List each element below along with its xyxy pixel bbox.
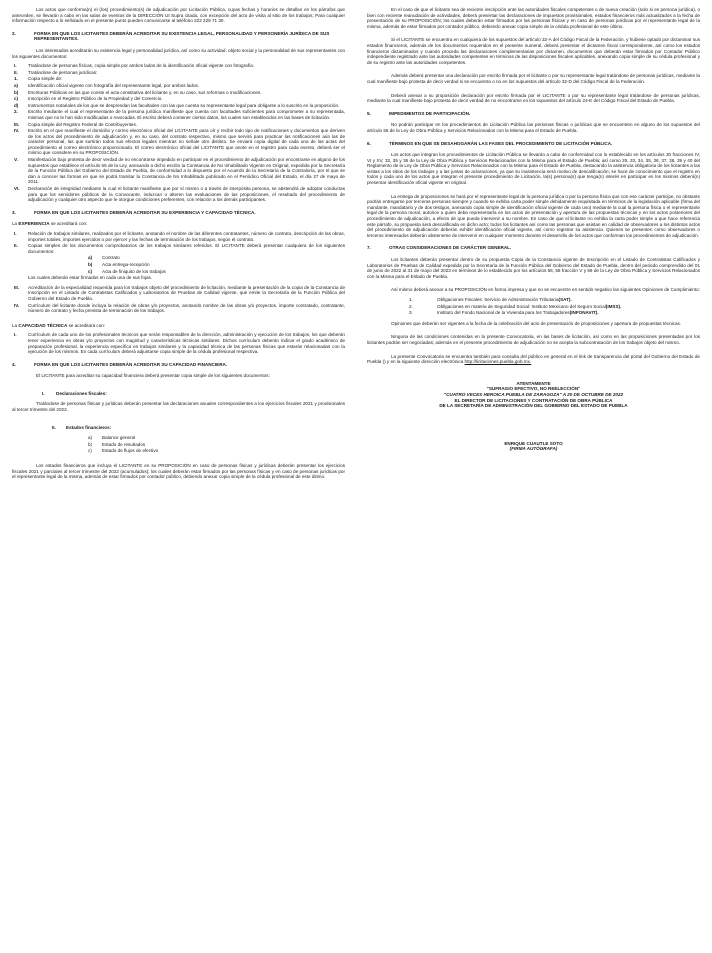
list-item — [12, 70, 345, 76]
text-run: se acreditará con: — [67, 322, 106, 328]
item-marker: I. — [14, 63, 17, 69]
item-text: Escrito mediante el cual el representante de la persona jurídica manifieste que cuenta con facultades suficientes para comprometer a su representada, mismas que no le han sido modificadas o revocadas. El escrito deberá contener ciertos datos, los cuales son establecidos en las bases de licitación. — [28, 109, 345, 120]
list-item — [86, 269, 345, 275]
financial-statements-text: Los estados financieros que incluya el LICITANTE en su PROPOSICIÓN en caso de personas físicas y jurídicas deberán presentar los ejercicios fiscales 2021 y parciales al tercer trimestre del 2022 (acumulados); los cuales deberán estar firmados por las personas físicas y en caso de personas jurídicas por el representante legal de la misma, además de estar firmados por contador público, debiendo anexar copia simple de la cédula profesional de este último. — [12, 463, 345, 480]
item-marker: a) — [88, 255, 93, 261]
item-bold-text: (SAT). — [558, 296, 572, 302]
item-text: Balance general — [102, 435, 136, 441]
fiscal-declarations-text: Tratándose de personas físicas y jurídicas deberán presentar las declaraciones anuales correspondientes a los ejercicios fiscales 2021 y provisionales al tercer trimestre del 2022. — [12, 401, 345, 413]
item-marker: b) — [14, 89, 19, 95]
item-text: Escrituras Públicas en las que conste el acta constitutiva del licitante y, en su caso, sus reformas o modificaciones. — [28, 89, 262, 95]
item-marker: b) — [88, 261, 93, 267]
item-marker: V. — [14, 157, 18, 163]
list-item — [12, 332, 345, 354]
item-marker: d) — [14, 102, 19, 108]
section-number: 4. — [12, 361, 16, 367]
item-text: Estado de flujos de efectivo — [102, 448, 159, 454]
section-3-list — [12, 231, 345, 254]
section-2-list — [12, 63, 345, 203]
item-marker: IV. — [14, 128, 20, 134]
signature-line: ATENTAMENTE — [516, 380, 551, 386]
section-6-paragraph: Los actos que integran los procedimientos de Licitación Pública se llevarán a cabo de conformidad con lo establecido en los artículos 30 fracciones IV, VI y XV, 32, 35 y 36 de la Ley de Obra Pública y Servicios Relacionados con la Misma para el Estado de Puebla; así como 25, 33, 34, 35, 36, 37, 38, 39 y 40 del Reglamento de la Ley de Obra Pública y Servicios Relacionados con la Misma para el Estado de Puebla, destacando la asistencia obligatoria de los licitantes a las visitas a los sitios de los trabajos y a las juntas de aclaraciones, ya que su inasistencia será motivo de descalificación; se hace de conocimiento que el registro en todos y cada uno de los actos que integran el presente procedimiento de Licitación, la(s) persona(s) que tenga(n) interés en participar en los mismos deberá(n) presentar identificación oficial vigente en original. — [367, 152, 700, 186]
paragraph: Si el LICITANTE se encuentra en cualquiera de los supuestos del artículo 32-A del Código Fiscal de la Federación, y hubiese optado por dictaminar sus estados financieros, además de los documentos requeridos en el presente numeral, deberá presentar el dictamen fiscal correspondiente, así como los estados financieros dictaminados y cuando proceda las declaraciones complementarias por dictamen, documentos que deberán estar firmados por Contador Público independiente registrado ante las autoridades competentes en términos de las disposiciones fiscales aplicables, anexando copia simple de su cédula profesional y de su registro ante las autoridades competentes. — [367, 37, 700, 65]
item-marker: III. — [14, 121, 20, 127]
item-text: Acreditación de la especialidad requerida para los trabajos objeto del procedimiento de licitación, mediante la presentación de la copia de la Constancia de Inscripción en el Listado de Contratistas Calificados y Laboratorios de Pruebas de Calidad vigente, que emite la Secretaría de la Función Pública del Gobierno del Estado de Puebla. — [28, 284, 345, 301]
item-text: Estado de resultados — [102, 441, 146, 447]
experience-label: EXPERIENCIA — [18, 221, 50, 227]
item-marker: II. — [14, 243, 18, 249]
item-marker: II. — [14, 69, 18, 75]
item-text: Obligaciones en materia de Seguridad Social: Instituto Mexicano del Seguro Social — [437, 303, 606, 309]
paragraph: Además deberá presentar una declaración por escrito firmada por el licitante o por su representante legal tratándose de personas jurídicas, mediante la cual manifieste bajo protesta de decir verdad si se encuentra o no en los supuestos del artículo 32-D del Código Fiscal de la Federación. — [367, 73, 700, 84]
section-number: 5. — [367, 110, 371, 116]
list-item — [12, 103, 345, 109]
item-marker: 1. — [409, 296, 413, 302]
text-run: La — [12, 322, 19, 328]
item-marker: c) — [88, 448, 92, 454]
section-title: FORMA EN QUE LOS LICITANTES DEBERÁN ACREDITAR SU EXISTENCIA LEGAL, PERSONALIDAD Y PERSONERÍA JURÍDICA DE SUS REPRESENTANTES. — [34, 30, 330, 42]
list-item — [12, 63, 345, 69]
right-column — [367, 7, 700, 452]
item-text: Inscripción en el Registro Público de la Propiedad y del Comercio. — [28, 96, 163, 102]
section-2-heading — [12, 31, 345, 42]
section-title: FORMA EN QUE LOS LICITANTES DEBERÁN ACREDITAR SU CAPACIDAD FINANCIERA. — [34, 361, 228, 367]
item-text: Escrito en el que manifieste el domicilio y correo electrónico oficial del LICITANTE para oír y recibir todo tipo de notificaciones y documentos que deriven de los actos del procedimiento de adjudicación y, en su caso, del contrato respectivo, mismo que servirá para practicar las notificaciones aún las de carácter personal, las que surtirán todos sus efectos legales mientras no señale otro distinto. Se enviará copia digital de cada una de las actas del procedimiento al correo electrónico proporcionado. El correo electrónico oficial del LICITANTE que anote en el registro para cada evento, deberá ser el mismo que considere en su PROPOSICIÓN. — [28, 128, 345, 156]
list-item — [407, 304, 700, 310]
financial-statements-list — [12, 435, 345, 454]
item-text: Obligaciones Fiscales: Servicio de Administración Tributaria — [437, 296, 559, 302]
intro-paragraph: Los actos que conforma(n) el (los) procedimiento(s) de adjudicación por Licitación Pública, cuyas fechas y horarios se detallan en los párrafos que anteceden, se llevarán a cabo en las salas de eventos de la DIRECCIÓN Ut Supra citada, con excepción del acto de visita al sitio de los trabajos; Para cualquier información respecto a lo señalado en el presente punto pueden comunicarse al teléfono 222 229 71 30. — [12, 7, 345, 24]
section-4-heading — [12, 362, 345, 368]
item-text: Copia simple de: — [28, 76, 63, 82]
section-5-text: No podrán participar en los procedimientos de Licitación Pública las personas físicas o jurídicas que se encuentren en alguno de los supuestos del artículo 55 de la Ley de Obra Pública y Servicios Relacionados con la Misma para el Estado de Puebla. — [367, 122, 700, 133]
item-marker: 2. — [14, 109, 18, 115]
list-item — [12, 90, 345, 96]
fiscal-declarations-heading — [12, 391, 345, 397]
technical-capacity-label: CAPACIDAD TÉCNICA — [18, 322, 68, 328]
list-item — [407, 310, 700, 316]
section-5-heading — [367, 111, 700, 117]
financial-statements-title: Estados financieros: — [66, 424, 112, 430]
list-item — [407, 297, 700, 303]
list-item — [86, 442, 345, 448]
text-run: se acreditará con: — [49, 221, 88, 227]
item-text: Manifestación bajo protesta de decir verdad de no encontrarse impedido en participar en el procedimiento de adjudicación por encontrarse en alguno de los supuestos que establece el artículo 55 de la Ley, anexando a dicho escrito la Constancia de No Inhabilitado Vigente en Original, expedida por la Secretaría de la Función Pública del Gobierno del Estado de Puebla, de conformidad a lo dispuesto por el Acuerdo de la Secretaría de la Contraloría, por el que se dan a conocer las formas en que se podrá tramitar la Constancia de No Inhabilitado publicado en el Periódico Oficial del Estado, el día 27 de mayo de 2011. — [28, 157, 345, 185]
list-item — [12, 96, 345, 102]
list-item — [12, 76, 345, 82]
item-marker: c) — [88, 268, 93, 274]
item-marker: II. — [52, 424, 56, 430]
list-item — [12, 122, 345, 128]
item-marker: IV. — [14, 302, 20, 308]
list-item — [12, 128, 345, 156]
item-text: Acta de finiquito de los trabajos — [102, 268, 166, 274]
item-marker: VI. — [14, 186, 20, 192]
experience-line — [12, 221, 345, 227]
section-number: 6. — [367, 140, 371, 146]
signature-note: (FIRMA AUTÓGRAFA) — [509, 446, 558, 452]
financial-statements-heading — [12, 425, 345, 431]
list-item — [12, 157, 345, 185]
list-item — [12, 243, 345, 254]
signature-line: "SUFRAGIO EFECTIVO, NO REELECCIÓN" — [486, 386, 581, 392]
list-item — [12, 83, 345, 89]
section-number: 7. — [367, 245, 371, 251]
signature-line: EL DIRECTOR DE LICITACIONES Y CONTRATACIÓN DE OBRA PÚBLICA — [454, 397, 613, 403]
section-7-paragraph: Los licitantes deberán presentar dentro de su propuesta Copia de la Constancia vigente de Inscripción en el Listado de Contratistas Calificados y Laboratorios de Pruebas de Calidad expedida por la Secretaría de la Función Pública del Gobierno del Estado de Puebla, dentro del periodo comprendido del 01 de junio de 2022 al 31 de mayo del 2023 en términos de lo establecido por los artículos 56, 58 fracción V y 59 de la Ley de Obra Pública y Servicios Relacionados con la Misma para el Estado de Puebla. — [367, 257, 700, 279]
item-text: Acta entrega-recepción — [102, 261, 150, 267]
list-item — [86, 255, 345, 261]
list-item — [86, 435, 345, 441]
item-marker: a) — [88, 435, 93, 441]
left-column — [12, 7, 345, 484]
item-text: Instituto del Fondo Nacional de la Vivienda para los Trabajadores — [437, 310, 570, 316]
signature-line: "CUATRO VECES HEROICA PUEBLA DE ZARAGOZA" A 20 DE OCTUBRE DE 2022 — [443, 391, 624, 397]
section-title: IMPEDIMENTOS DE PARTICIPACIÓN. — [389, 110, 471, 116]
section-7-paragraph: Ninguna de las condiciones contenidas en la presente Convocatoria, en las bases de licitación, así como en las proposiciones presentadas por los licitantes podrán ser negociadas; además en el presente procedimiento de adjudicación no se acepta la subcontratación de los trabajos objeto del mismo. — [367, 334, 700, 345]
text-run: La presente Convocatoria se encuentra también para consulta del público en general en el link de transparencia del portal del Gobierno del Estado de Puebla () y en la siguiente dirección electrónica — [367, 353, 700, 365]
section-2-intro: Los interesados acreditarán su existencia legal y personalidad jurídica, así como su actividad, objeto social y la personalidad de sus representantes con los siguientes documentos: — [12, 47, 345, 59]
item-marker: 3. — [409, 310, 413, 316]
signature-line: DE LA SECRETARÍA DE ADMINISTRACIÓN DEL GOBIERNO DEL ESTADO DE PUEBLA — [439, 403, 628, 409]
compliance-opinions-list — [367, 297, 700, 316]
item-text: Currículum del licitante donde incluya la relación de obras y/o proyectos, anotando nombre de las obras y/o proyectos, importe contratado, contratante, número de contrato y fecha prevista de terminación de los trabajos. — [28, 302, 345, 314]
item-text: Copia simple del Registro Federal de Contribuyentes. — [28, 121, 138, 127]
item-bold-text: (INFONAVIT). — [569, 310, 599, 316]
signer-name: ENRIQUE CUAUTLE SOTO — [504, 440, 563, 446]
section-7-heading — [367, 245, 700, 251]
fiscal-declarations-title: Declaraciones fiscales: — [56, 390, 107, 396]
section-title: OTRAS CONSIDERACIONES DE CARÁCTER GENERAL. — [389, 245, 512, 251]
signed-pages-note: Los cuales deberán estar firmados en cada una de sus fojas. — [28, 275, 153, 281]
section-4-intro: El LICITANTE para acreditar su capacidad financiera deberá presentar copia simple de los siguientes documentos: — [36, 373, 270, 379]
item-marker: 1. — [14, 76, 18, 82]
section-number: 2. — [12, 30, 16, 36]
item-marker: I. — [14, 231, 17, 236]
section-3-heading — [12, 210, 345, 216]
licitaciones-link[interactable]: http://licitaciones.puebla.gob.mx. — [464, 359, 532, 365]
section-title: FORMA EN QUE LOS LICITANTES DEBERÁN ACREDITAR SU EXPERIENCIA Y CAPACIDAD TÉCNICA. — [34, 209, 256, 215]
section-title: TÉRMINOS EN QUE SE DESAHOGARÁN LAS FASES DEL PROCEDIMIENTO DE LICITACIÓN PÚBLICA. — [389, 140, 613, 146]
list-item — [12, 303, 345, 314]
item-marker: 2. — [409, 303, 413, 309]
section-7-paragraph — [367, 354, 700, 365]
technical-capacity-line — [12, 323, 345, 329]
item-marker: a) — [14, 82, 19, 88]
signature-block — [367, 381, 700, 452]
item-marker: III. — [14, 284, 20, 290]
section-7-paragraph: Así mismo deberá anexar a su PROPOSICIÓN en forma impresa y que no se encuentre en sentido negativo las siguientes Opiniones de Cumplimiento: — [391, 287, 700, 293]
list-item — [12, 109, 345, 120]
item-marker: I. — [42, 390, 45, 396]
item-text: Currículum de cada uno de los profesionales técnicos que serán responsables de la dirección, administración y ejecución de los trabajos, los que deberán tener experiencia en obras y/o proyectos con magnitud y características técnicas similares. Dichos currículum deberán indicar el grado académico de preparación profesional, la experiencia específica en trabajos similares y la capacidad técnica de las personas físicas que estarán relacionadas con la ejecución de los mismos. En cada currículum deberá adjuntarse copia simple de la cédula profesional respectiva. — [28, 332, 345, 355]
item-text: Identificación oficial vigente con fotografía del representante legal, por ambos lados. — [28, 82, 200, 88]
item-text: Contrato — [102, 255, 120, 261]
list-item — [12, 186, 345, 203]
item-bold-text: (IMSS). — [605, 303, 622, 309]
item-text: Declaración de integridad mediante la cual el licitante manifieste que por sí mismo o a través de interpósita persona, se abstendrá de adoptar conductas para que los servidores públicos de la Convocante, induzcan o alteren las evaluaciones de las proposiciones, el resultado del procedimiento de adjudicación y cualquier otro aspecto que le otorgue condiciones preferentes, con relación a los demás participantes. — [28, 186, 345, 203]
item-text: Tratándose de personas jurídicas: — [28, 69, 98, 75]
list-item — [12, 231, 345, 242]
item-text: Instrumentos notariales de los que se desprendan las facultades con las que cuenta su representante legal para obligarse a lo suscrito en la proposición. — [28, 102, 340, 108]
section-6-heading — [367, 141, 700, 147]
text-run: La — [12, 221, 19, 227]
section-3-list-continued — [12, 285, 345, 314]
paragraph: Deberá anexar a su proposición declaración por escrito firmada por el LICITANTE o por su representante legal tratándose de personas jurídicas, mediante la cual manifieste bajo protesta de decir verdad de no encontrarse en los supuestos del artículo 24-E del Código Fiscal del Estado de Puebla. — [367, 92, 700, 104]
item-text: Copias simples de los documentos comprobatorios de los trabajos similares referidos. El LICITANTE deberá presentar cualquiera de los siguientes documentos: — [28, 243, 345, 254]
list-item — [86, 448, 345, 454]
item-marker: c) — [14, 96, 19, 102]
section-6-paragraph: La entrega de proposiciones se hará por el representante legal de la persona jurídica o por la persona física que con ese carácter participe, no obstante podrán entregarse por terceras personas siempre y cuando se exhiba carta poder simple debidamente requisitada en términos de la legislación aplicable (firma del mandante, mandatario y de dos testigos, anexando copia simple de identificación oficial vigente de cada uno) mediante la cual la persona física o el representante legal de la persona moral, autorice a quien deba representarla en los actos de presentación y apertura de las propuestas técnicas y en los actos posteriores del procedimiento de adjudicación, a efecto de que pueda intervenir a su nombre. En caso de que el licitante no exhiba la carta poder simple a que hace referencia este párrafo, su propuesta será descalificada en dicho acto; todos los licitantes así como las personas que asistan en calidad de observadores a los distintos actos del procedimiento de adjudicación deberán exhibir identificación oficial vigente, así como registrar su asistencia. Quienes se presenten como observadores o terceros interesados deberán abstenerse de intervenir en cualquier momento durante el desarrollo de los actos que conforman los procedimientos de adjudicación. — [367, 193, 700, 238]
item-marker: I. — [14, 332, 17, 338]
list-item — [12, 285, 345, 302]
list-item — [86, 262, 345, 268]
item-marker: b) — [88, 441, 93, 447]
paragraph: En el caso de que el licitante sea de reciente inscripción ante las autoridades fiscales competentes o de nueva creación (solo si es persona jurídica), o bien con reciente reanudación de actividades, deberá presentar las declaraciones de impuestos provisionales, estados financieros más actualizados a la fecha de presentación de su PROPOSICIÓN; los cuales deberán estar firmados por las personas físicas y en caso de personas jurídicas por el representante legal de la misma, además de estar firmados por contador público, debiendo anexar copia simple de la cédula profesional de este último. — [367, 7, 700, 29]
section-number: 3. — [12, 209, 16, 215]
section-3-sublist — [12, 255, 345, 274]
item-text: Tratándose de personas físicas, copia simple por ambos lados de la identificación oficial vigente con fotografía. — [28, 63, 255, 69]
section-7-paragraph: Opiniones que deberán ser vigentes a la fecha de la celebración del acto de presentación de proposiciones y apertura de propuestas técnicas. — [391, 320, 682, 326]
item-text: Relación de trabajos similares, realizados por el licitante, anotando el nombre de las diferentes contratantes, número de contrato, descripción de las obras, importes totales, importes ejercidos o por ejercer y las fechas de terminación de los trabajos, según el contrato. — [28, 231, 345, 242]
